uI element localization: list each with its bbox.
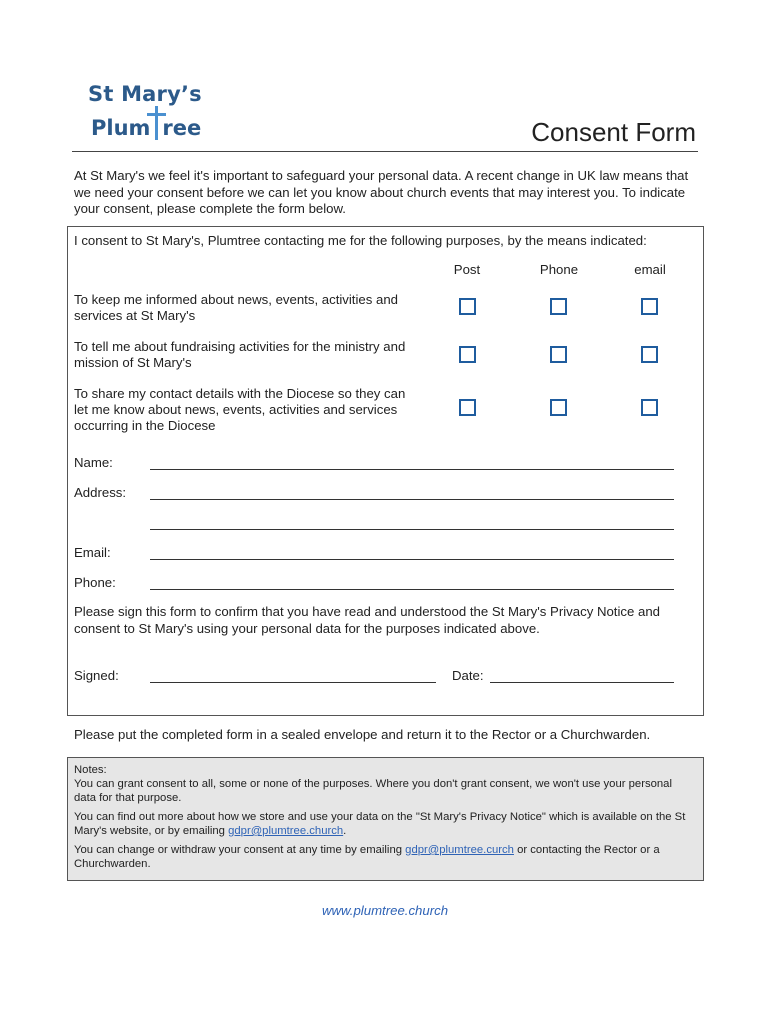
purpose-diocese: To share my contact details with the Diocese so they can let me know about news, events, activities and services occurring in the Diocese [74, 386, 406, 433]
sign-instructions: Please sign this form to confirm that you have read and understood the St Mary's Privacy Notice and consent to St Mary's using your personal data for the purposes indicated above. [74, 604, 660, 636]
column-post: Post [453, 262, 481, 277]
checkbox-news-email[interactable] [641, 298, 658, 315]
gdpr-email-link-2[interactable]: gdpr@plumtree.curch [405, 844, 514, 856]
signature-field[interactable] [150, 682, 436, 683]
purpose-news: To keep me informed about news, events, activities and services at St Mary's [74, 292, 399, 323]
consent-heading: I consent to St Mary's, Plumtree contacting me for the following purposes, by the means indicated: [74, 233, 647, 248]
title-divider [72, 151, 698, 152]
checkbox-diocese-post[interactable] [459, 399, 476, 416]
date-label: Date: [452, 668, 484, 683]
name-label: Name: [74, 455, 113, 470]
notes-paragraph-1: You can grant consent to all, some or none of the purposes. Where you don't grant consent, we won't use your personal data for that purpose. [74, 778, 672, 804]
purpose-fundraising: To tell me about fundraising activities for the ministry and mission of St Mary's [74, 339, 406, 370]
logo-line-2: Plum ree [91, 116, 202, 140]
page-title: Consent Form [531, 117, 696, 147]
address-field-line-1[interactable] [150, 499, 674, 500]
intro-paragraph: At St Mary's we feel it's important to safeguard your personal data. A recent change in UK law means that we need your consent before we can let you know about church events that may interest you. To indicate your consent, please complete the form below. [74, 168, 689, 216]
checkbox-diocese-email[interactable] [641, 399, 658, 416]
email-field[interactable] [150, 559, 674, 560]
email-label: Email: [74, 545, 111, 560]
address-label: Address: [74, 485, 127, 500]
signed-label: Signed: [74, 668, 119, 683]
address-field-line-2[interactable] [150, 529, 674, 530]
gdpr-email-link[interactable]: gdpr@plumtree.church [228, 825, 344, 837]
checkbox-fundraising-phone[interactable] [550, 346, 567, 363]
church-logo [88, 78, 218, 140]
return-instructions: Please put the completed form in a sealed envelope and return it to the Rector or a Churchwarden. [74, 727, 651, 742]
checkbox-news-post[interactable] [459, 298, 476, 315]
notes-content [74, 763, 694, 876]
checkbox-news-phone[interactable] [550, 298, 567, 315]
cross-icon [155, 106, 158, 140]
checkbox-fundraising-email[interactable] [641, 346, 658, 363]
notes-paragraph-2: You can find out more about how we store and use your data on the "St Mary's Privacy Notice" which is available on the St Mary's website, or by emailing gdpr@plumtree.church. [74, 811, 686, 837]
checkbox-fundraising-post[interactable] [459, 346, 476, 363]
column-phone: Phone [539, 262, 579, 277]
checkbox-diocese-phone[interactable] [550, 399, 567, 416]
logo-line-1: St Mary’s [88, 82, 202, 106]
notes-paragraph-3: You can change or withdraw your consent at any time by emailing gdpr@plumtree.curch or contacting the Rector or a Churchwarden. [74, 844, 660, 870]
date-field[interactable] [490, 682, 674, 683]
notes-heading: Notes: [74, 764, 107, 776]
name-field[interactable] [150, 469, 674, 470]
cross-icon-bar [147, 113, 166, 116]
phone-label: Phone: [74, 575, 116, 590]
website-link[interactable]: www.plumtree.church [321, 903, 449, 918]
phone-field[interactable] [150, 589, 674, 590]
column-email: email [634, 262, 666, 277]
